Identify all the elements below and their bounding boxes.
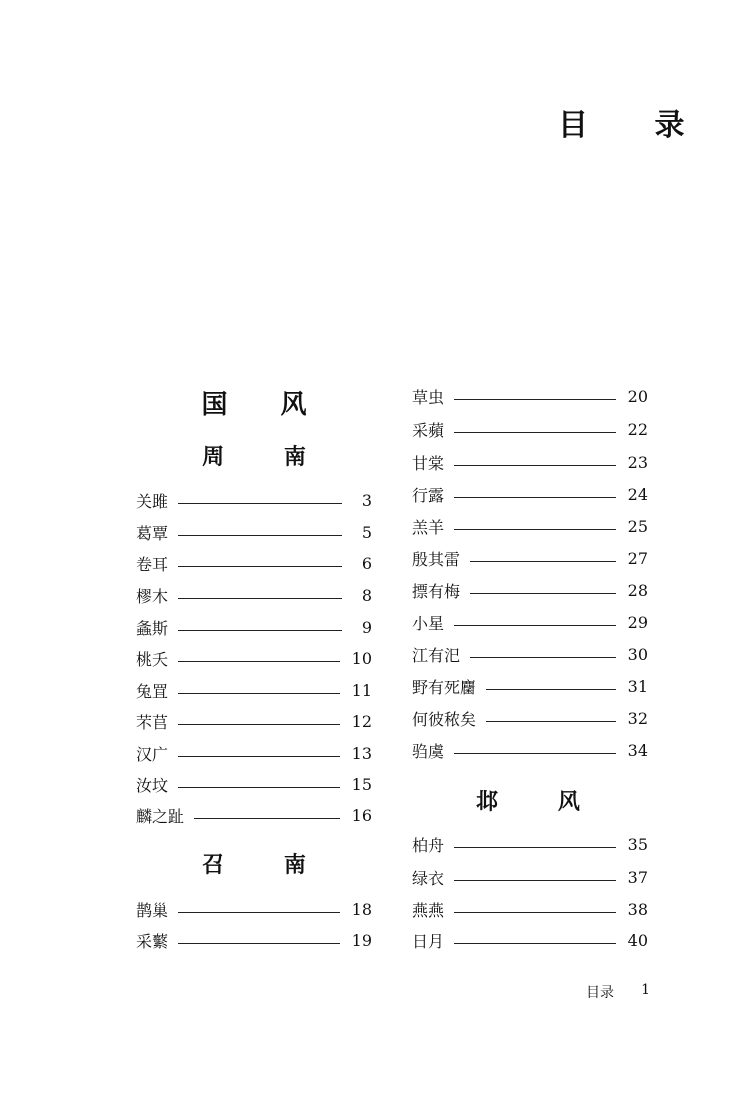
toc-entry-page: 10	[351, 648, 372, 668]
toc-entry-page: 25	[627, 516, 648, 536]
toc-entry-title: 汉广	[136, 744, 169, 764]
toc-leader-line	[454, 880, 616, 881]
toc-leader-line	[470, 593, 616, 594]
toc-leader-line	[194, 818, 340, 819]
toc-entry-page: 32	[627, 708, 648, 728]
toc-entry[interactable]	[136, 928, 372, 952]
toc-entry[interactable]	[136, 551, 372, 575]
toc-entry[interactable]	[412, 384, 648, 408]
toc-leader-line	[454, 753, 616, 754]
toc-leader-line	[486, 689, 616, 690]
footer-page-number: 1	[641, 982, 650, 998]
toc-entry[interactable]	[412, 610, 648, 634]
toc-entry-title: 麟之趾	[136, 806, 185, 826]
toc-leader-line	[178, 566, 342, 567]
toc-entry[interactable]	[412, 897, 648, 921]
toc-leader-line	[454, 529, 616, 530]
toc-entry-title: 采蘋	[412, 420, 445, 440]
toc-entry[interactable]	[412, 642, 648, 666]
toc-leader-line	[454, 497, 616, 498]
toc-entry-page: 30	[627, 644, 648, 664]
toc-entry-title: 燕燕	[412, 900, 445, 920]
toc-entry-page: 31	[627, 676, 648, 696]
toc-entry-page: 20	[627, 386, 648, 406]
toc-leader-line	[178, 598, 342, 599]
toc-entry[interactable]	[412, 417, 648, 441]
toc-entry-title: 柏舟	[412, 835, 445, 855]
toc-leader-line	[454, 399, 616, 400]
toc-leader-line	[178, 724, 340, 725]
toc-entry-page: 12	[351, 711, 372, 731]
toc-entry-title: 殷其雷	[412, 549, 461, 569]
toc-entry[interactable]	[136, 678, 372, 702]
toc-leader-line	[178, 630, 342, 631]
toc-entry-title: 卷耳	[136, 554, 169, 574]
toc-entry-page: 11	[351, 680, 372, 700]
toc-entry[interactable]	[412, 482, 648, 506]
toc-entry[interactable]	[412, 578, 648, 602]
toc-entry-title: 何彼秾矣	[412, 709, 477, 729]
toc-entry-page: 28	[627, 580, 648, 600]
page-footer	[586, 982, 650, 1002]
toc-entry-title: 汝坟	[136, 775, 169, 795]
toc-entry-title: 关雎	[136, 491, 169, 511]
toc-entry-title: 草虫	[412, 387, 445, 407]
toc-entry-title: 绿衣	[412, 868, 445, 888]
page-title: 目 录	[558, 108, 713, 143]
toc-entry[interactable]	[412, 738, 648, 762]
toc-entry[interactable]	[136, 520, 372, 544]
toc-entry[interactable]	[412, 514, 648, 538]
toc-entry-page: 3	[361, 490, 372, 510]
toc-entry-page: 19	[351, 930, 372, 950]
toc-entry[interactable]	[136, 897, 372, 921]
toc-leader-line	[470, 561, 616, 562]
toc-entry-title: 螽斯	[136, 618, 169, 638]
toc-leader-line	[454, 943, 616, 944]
toc-entry-title: 野有死麕	[412, 677, 477, 697]
toc-entry-page: 27	[627, 548, 648, 568]
toc-leader-line	[454, 432, 616, 433]
toc-entry[interactable]	[136, 772, 372, 796]
toc-entry-page: 29	[627, 612, 648, 632]
toc-leader-line	[454, 912, 616, 913]
toc-entry-page: 9	[361, 617, 372, 637]
toc-entry-title: 小星	[412, 613, 445, 633]
toc-leader-line	[178, 693, 340, 694]
toc-entry-page: 8	[361, 585, 372, 605]
toc-entry-page: 37	[627, 867, 648, 887]
toc-entry-title: 行露	[412, 485, 445, 505]
toc-entry-page: 5	[361, 522, 372, 542]
toc-entry-page: 6	[361, 553, 372, 573]
toc-leader-line	[178, 943, 340, 944]
toc-leader-line	[486, 721, 616, 722]
toc-entry-page: 34	[627, 740, 648, 760]
toc-leader-line	[454, 625, 616, 626]
toc-entry[interactable]	[136, 583, 372, 607]
toc-leader-line	[178, 787, 340, 788]
toc-entry-page: 23	[627, 452, 648, 472]
toc-entry[interactable]	[412, 832, 648, 856]
toc-entry-page: 22	[627, 419, 648, 439]
toc-entry-title: 芣苢	[136, 712, 169, 732]
toc-leader-line	[178, 756, 340, 757]
toc-entry-title: 樛木	[136, 586, 169, 606]
toc-entry[interactable]	[412, 674, 648, 698]
toc-entry-page: 38	[627, 899, 648, 919]
toc-entry-page: 16	[351, 805, 372, 825]
toc-entry-title: 驺虞	[412, 741, 445, 761]
toc-leader-line	[178, 661, 340, 662]
toc-entry[interactable]	[412, 865, 648, 889]
toc-entry-title: 采蘩	[136, 931, 169, 951]
toc-entry-title: 江有汜	[412, 645, 461, 665]
toc-entry-title: 兔罝	[136, 681, 169, 701]
toc-leader-line	[178, 503, 342, 504]
toc-leader-line	[454, 847, 616, 848]
toc-entry[interactable]	[136, 488, 372, 512]
toc-entry[interactable]	[412, 706, 648, 730]
toc-entry[interactable]	[412, 546, 648, 570]
toc-leader-line	[178, 535, 342, 536]
toc-entry-title: 日月	[412, 931, 445, 951]
toc-entry[interactable]	[136, 615, 372, 639]
toc-entry[interactable]	[136, 709, 372, 733]
toc-entry-page: 35	[627, 834, 648, 854]
toc-entry-page: 18	[351, 899, 372, 919]
toc-leader-line	[454, 465, 616, 466]
toc-leader-line	[178, 912, 340, 913]
toc-leader-line	[470, 657, 616, 658]
toc-entry[interactable]	[412, 450, 648, 474]
section-heading-shaonan: 召 南	[202, 852, 332, 878]
toc-entry[interactable]	[136, 741, 372, 765]
toc-entry-title: 鹊巢	[136, 900, 169, 920]
toc-entry-title: 葛覃	[136, 523, 169, 543]
toc-entry-page: 15	[351, 774, 372, 794]
toc-entry-title: 桃夭	[136, 649, 169, 669]
toc-entry[interactable]	[136, 646, 372, 670]
toc-entry[interactable]	[412, 928, 648, 952]
footer-label: 目录	[586, 985, 614, 1001]
section-heading-beifeng: 邶 风	[476, 789, 606, 815]
toc-entry-title: 甘棠	[412, 453, 445, 473]
section-heading-guofeng: 国 风	[201, 390, 329, 420]
toc-entry[interactable]	[136, 803, 372, 827]
toc-entry-page: 13	[351, 743, 372, 763]
toc-entry-page: 24	[627, 484, 648, 504]
toc-entry-title: 羔羊	[412, 517, 445, 537]
section-heading-zhounan: 周 南	[202, 444, 332, 470]
toc-entry-page: 40	[627, 930, 648, 950]
toc-entry-title: 摽有梅	[412, 581, 461, 601]
